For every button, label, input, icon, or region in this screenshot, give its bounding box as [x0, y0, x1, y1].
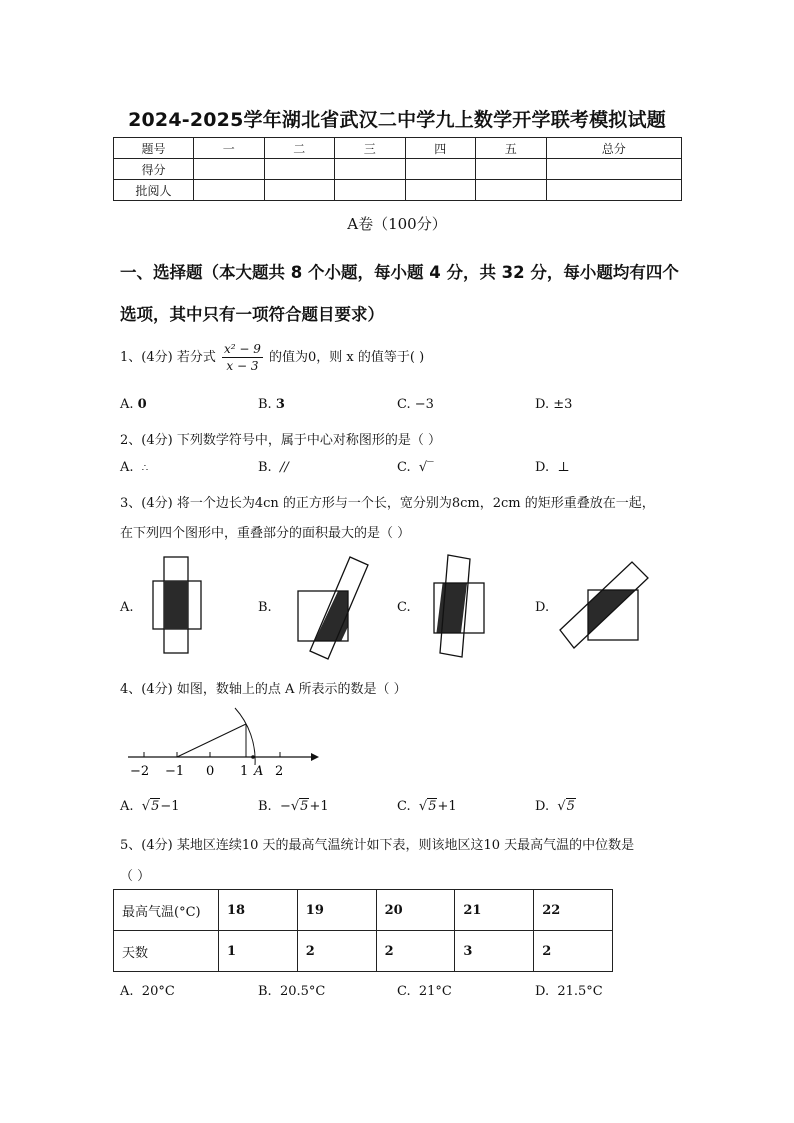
radicand: 5 [428, 799, 437, 814]
score-row-label: 得分 [114, 159, 194, 180]
option-1b[interactable] [258, 397, 285, 412]
table-cell: 19 [297, 890, 376, 931]
option-5d[interactable] [535, 984, 603, 999]
option-2d[interactable] [535, 460, 570, 475]
figure-3c [430, 553, 490, 659]
option-letter: A. [120, 460, 134, 475]
option-tail: +1 [437, 799, 457, 814]
option-2b[interactable] [258, 460, 289, 475]
tick-label: 0 [206, 764, 215, 779]
score-row-label: 批阅人 [114, 180, 194, 201]
score-table-row [114, 180, 682, 201]
table-cell: 2 [534, 931, 613, 972]
sqrt-expression: √5 [557, 799, 575, 814]
table-cell: 21 [455, 890, 534, 931]
score-input-cell[interactable] [194, 180, 265, 201]
overlap-region [164, 581, 188, 629]
option-5a[interactable] [120, 984, 175, 999]
fraction-denominator: x − 3 [226, 359, 259, 373]
question-1-suffix: 的值为0，则 x 的值等于( ) [269, 350, 425, 365]
score-input-cell[interactable] [476, 180, 547, 201]
question-3-stem-line2: 在下列四个图形中，重叠部分的面积最大的是（ ） [120, 526, 411, 541]
option-text: 3 [275, 397, 285, 412]
option-text: √‾ [418, 460, 434, 475]
score-input-cell[interactable] [335, 159, 406, 180]
option-1d[interactable] [535, 397, 572, 412]
option-letter: D. [535, 799, 550, 814]
fraction-numerator: x² − 9 [223, 342, 261, 356]
score-header-cell: 五 [476, 138, 547, 159]
question-5-stem-line2: （ ） [120, 869, 151, 884]
option-5c[interactable] [397, 984, 452, 999]
option-1a[interactable] [120, 397, 147, 412]
option-2a[interactable] [120, 460, 148, 475]
radicand: 5 [151, 799, 160, 814]
question-3-stem-line1: 3、(4分) 将一个边长为4cn 的正方形与一个长，宽分别为8cm，2cm 的矩形重叠放在一起， [120, 496, 655, 511]
tick-label: 2 [275, 764, 284, 779]
radicand: 5 [566, 799, 575, 814]
option-letter: B. [258, 984, 272, 999]
radicand: 5 [300, 799, 309, 814]
option-letter: D. [535, 984, 550, 999]
option-3c[interactable]: C. [397, 600, 411, 615]
sqrt-expression: √5 [141, 799, 160, 814]
option-4d[interactable] [535, 799, 576, 814]
option-letter: B. [258, 799, 272, 814]
overlap-region [308, 557, 376, 665]
option-text: ±3 [553, 397, 573, 412]
score-header-cell: 一 [194, 138, 265, 159]
table-cell: 1 [219, 931, 298, 972]
score-input-cell[interactable] [476, 159, 547, 180]
option-text: 20°C [141, 984, 175, 999]
option-text: 21.5°C [557, 984, 603, 999]
score-header-cell: 题号 [114, 138, 194, 159]
score-table-row [114, 159, 682, 180]
option-letter: D. [535, 397, 550, 412]
option-letter: D. [535, 460, 550, 475]
option-tail: −1 [160, 799, 180, 814]
option-text: 20.5°C [279, 984, 326, 999]
question-4-stem: 4、(4分) 如图，数轴上的点 A 所表示的数是（ ） [120, 682, 407, 697]
option-4b[interactable] [258, 799, 329, 814]
score-header-cell: 总分 [546, 138, 682, 159]
option-tail: +1 [309, 799, 329, 814]
option-letter: C. [397, 397, 411, 412]
table-cell: 18 [219, 890, 298, 931]
score-input-cell[interactable] [264, 180, 335, 201]
option-3b[interactable]: B. [258, 600, 272, 615]
score-input-cell[interactable] [335, 180, 406, 201]
score-input-cell[interactable] [405, 159, 476, 180]
score-input-cell[interactable] [546, 180, 682, 201]
number-line-figure [125, 705, 325, 780]
option-text: ∴ [141, 463, 149, 474]
option-text: −3 [414, 397, 434, 412]
table-cell: 天数 [114, 931, 219, 972]
option-text: 0 [137, 397, 147, 412]
exam-title: 2024-2025学年湖北省武汉二中学九上数学开学联考模拟试题 [128, 109, 666, 131]
table-cell: 20 [376, 890, 455, 931]
hypotenuse-line [177, 724, 246, 757]
score-input-cell[interactable] [546, 159, 682, 180]
score-table-header-row [114, 138, 682, 159]
table-cell: 2 [376, 931, 455, 972]
table-cell: 3 [455, 931, 534, 972]
score-table [113, 137, 682, 201]
score-input-cell[interactable] [264, 159, 335, 180]
question-2-stem: 2、(4分) 下列数学符号中，属于中心对称图形的是（ ） [120, 433, 441, 448]
option-text: ⊥ [557, 460, 570, 475]
option-1c[interactable] [397, 397, 434, 412]
question-1-fraction [222, 342, 263, 373]
tick-label: −1 [165, 764, 185, 779]
option-letter: C. [397, 460, 411, 475]
table-cell: 最高气温(°C) [114, 890, 219, 931]
figure-3b [292, 555, 372, 665]
option-4a[interactable] [120, 799, 180, 814]
table-cell: 22 [534, 890, 613, 931]
option-letter: A. [120, 984, 134, 999]
option-letter: C. [397, 799, 411, 814]
sqrt-expression: √5 [418, 799, 437, 814]
temperature-table [113, 889, 613, 972]
section-a-heading: A卷（100分） [347, 215, 447, 233]
table-row [114, 931, 613, 972]
option-text: 21°C [418, 984, 452, 999]
option-sign: − [279, 799, 291, 814]
option-4c[interactable] [397, 799, 457, 814]
option-letter: A. [120, 397, 134, 412]
option-3d[interactable]: D. [535, 600, 550, 615]
figure-3a [150, 555, 210, 655]
figure-3d [560, 560, 660, 650]
overlap-region [434, 555, 470, 657]
option-letter: C. [397, 984, 411, 999]
option-2c[interactable] [397, 460, 434, 475]
question-1-stem [120, 342, 424, 373]
table-cell: 2 [297, 931, 376, 972]
tick-label: 1 [240, 764, 249, 779]
score-input-cell[interactable] [194, 159, 265, 180]
part-one-heading: 一、选择题（本大题共 8 个小题，每小题 4 分，共 32 分，每小题均有四个选项，其中只有一项符合题目要求） [120, 263, 679, 324]
sqrt-expression: √5 [290, 799, 309, 814]
question-1-prefix: 1、(4分) 若分式 [120, 350, 216, 365]
score-header-cell: 二 [264, 138, 335, 159]
score-input-cell[interactable] [405, 180, 476, 201]
question-5-stem-line1: 5、(4分) 某地区连续10 天的最高气温统计如下表，则该地区这10 天最高气温的中位数是 [120, 838, 635, 853]
score-header-cell: 四 [405, 138, 476, 159]
point-a [251, 755, 255, 759]
table-row [114, 890, 613, 931]
option-3a[interactable]: A. [120, 600, 134, 615]
option-5b[interactable] [258, 984, 325, 999]
score-header-cell: 三 [335, 138, 406, 159]
tick-label: −2 [130, 764, 150, 779]
option-letter: B. [258, 397, 272, 412]
option-letter: A. [120, 799, 134, 814]
option-letter: B. [258, 460, 272, 475]
option-text: // [279, 460, 289, 475]
overlap-region [560, 562, 648, 648]
arrow-icon [311, 753, 319, 761]
point-a-label: A [254, 764, 264, 779]
